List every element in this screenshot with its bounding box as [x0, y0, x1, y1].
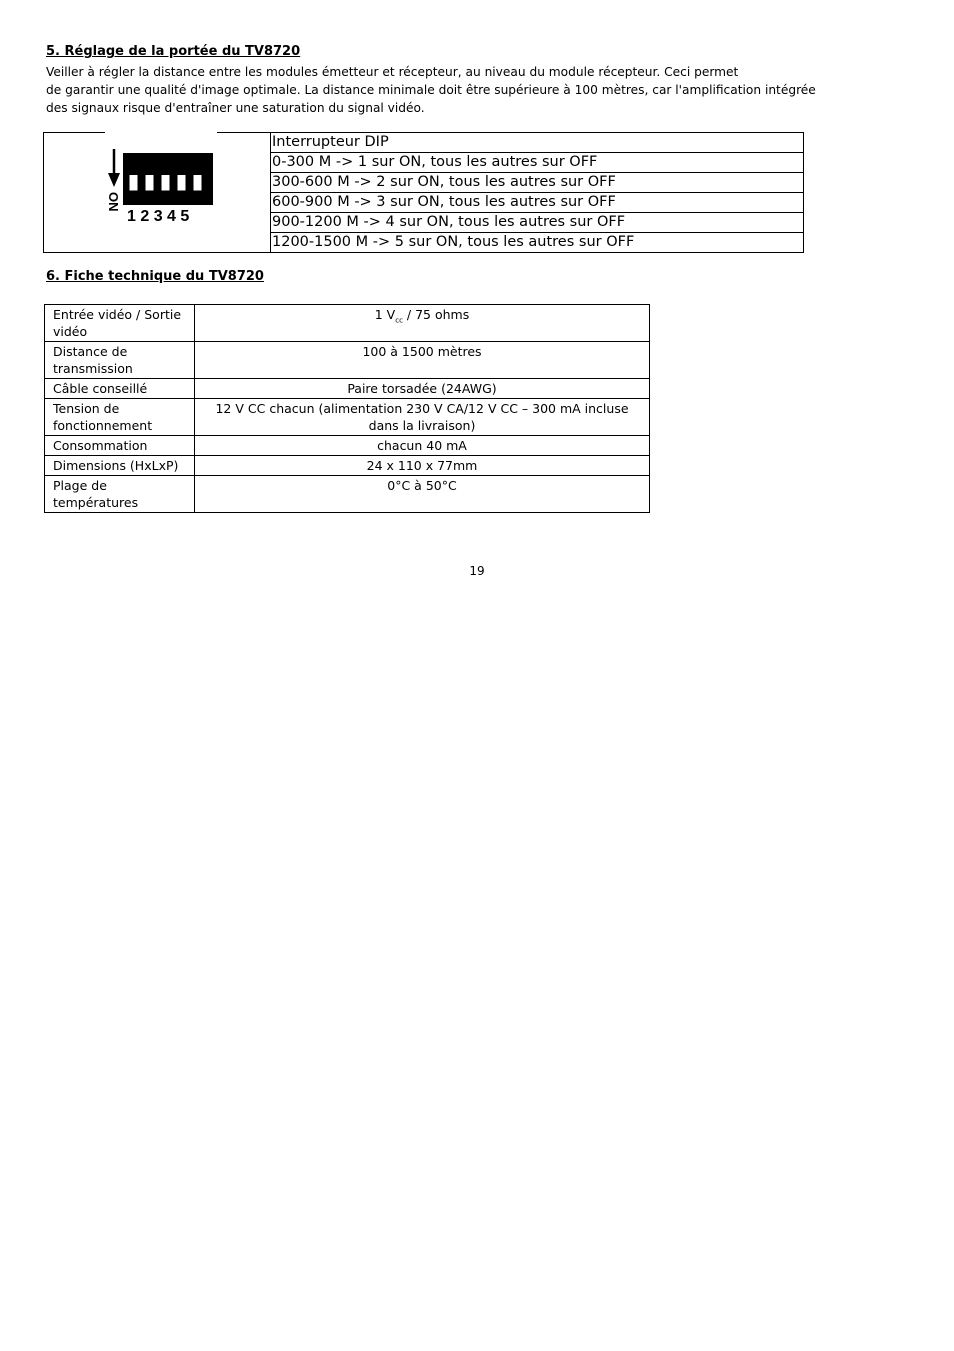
dip-row: 300-600 M -> 2 sur ON, tous les autres sur OFF: [271, 173, 804, 193]
spec-row: [45, 476, 650, 513]
dip-settings-table: [270, 132, 804, 253]
spec-row: [45, 436, 650, 456]
section-5-title: 5. Réglage de la portée du TV8720: [46, 44, 301, 59]
spec-label: Dimensions (HxLxP): [45, 456, 195, 476]
section-5-paragraph: [46, 63, 816, 117]
spec-label: Câble conseillé: [45, 379, 195, 399]
spec-label: Distance de transmission: [45, 342, 195, 379]
spec-label: Tension de fonctionnement: [45, 399, 195, 436]
spec-value: 0°C à 50°C: [195, 476, 650, 513]
spec-value: Paire torsadée (24AWG): [195, 379, 650, 399]
paragraph-line: Veiller à régler la distance entre les modules émetteur et récepteur, au niveau du module récepteur. Ceci permet: [46, 65, 739, 79]
spec-row: [45, 399, 650, 436]
dip-row: 1200-1500 M -> 5 sur ON, tous les autres sur OFF: [271, 233, 804, 253]
spec-label: Plage de températures: [45, 476, 195, 513]
spec-label: Consommation: [45, 436, 195, 456]
spec-value: 24 x 110 x 77mm: [195, 456, 650, 476]
spec-value: chacun 40 mA: [195, 436, 650, 456]
spec-label: Entrée vidéo / Sortie vidéo: [45, 305, 195, 342]
dip-header: Interrupteur DIP: [271, 133, 804, 153]
dip-row: 900-1200 M -> 4 sur ON, tous les autres sur OFF: [271, 213, 804, 233]
section-6-title: 6. Fiche technique du TV8720: [46, 269, 264, 284]
switch-knob-3: [161, 163, 170, 175]
spec-table: [44, 304, 650, 513]
dip-row: 0-300 M -> 1 sur ON, tous les autres sur OFF: [271, 153, 804, 173]
spec-value: 100 à 1500 mètres: [195, 342, 650, 379]
spec-row: [45, 456, 650, 476]
dip-switch-table: [43, 132, 804, 253]
spec-value: 1 $V_{cc} / 75$ ohms: [195, 305, 650, 342]
on-label: ON: [106, 192, 121, 212]
on-arrow-head: [108, 173, 120, 187]
dip-row: 600-900 M -> 3 sur ON, tous les autres sur OFF: [271, 193, 804, 213]
switch-knob-2: [145, 163, 154, 175]
switch-knob-1: [129, 163, 138, 175]
dip-diagram-cell: [43, 132, 271, 253]
paragraph-line: des signaux risque d'entraîner une saturation du signal vidéo.: [46, 101, 425, 115]
paragraph-line: de garantir une qualité d'image optimale. La distance minimale doit être supérieure à 100 mètres, car l'amplification intégrée: [46, 83, 816, 97]
spec-value: 12 V CC chacun (alimentation 230 V CA/12 V CC – 300 mA incluse dans la livraison): [195, 399, 650, 436]
spec-row: [45, 342, 650, 379]
dip-switch-diagram: [104, 147, 214, 227]
spec-row: [45, 305, 650, 342]
page-number: 19: [469, 564, 485, 578]
switch-knob-4: [177, 163, 186, 175]
switch-numbers: 1 2 3 4 5: [127, 208, 190, 225]
spec-row: [45, 379, 650, 399]
switch-knob-5: [193, 163, 202, 175]
